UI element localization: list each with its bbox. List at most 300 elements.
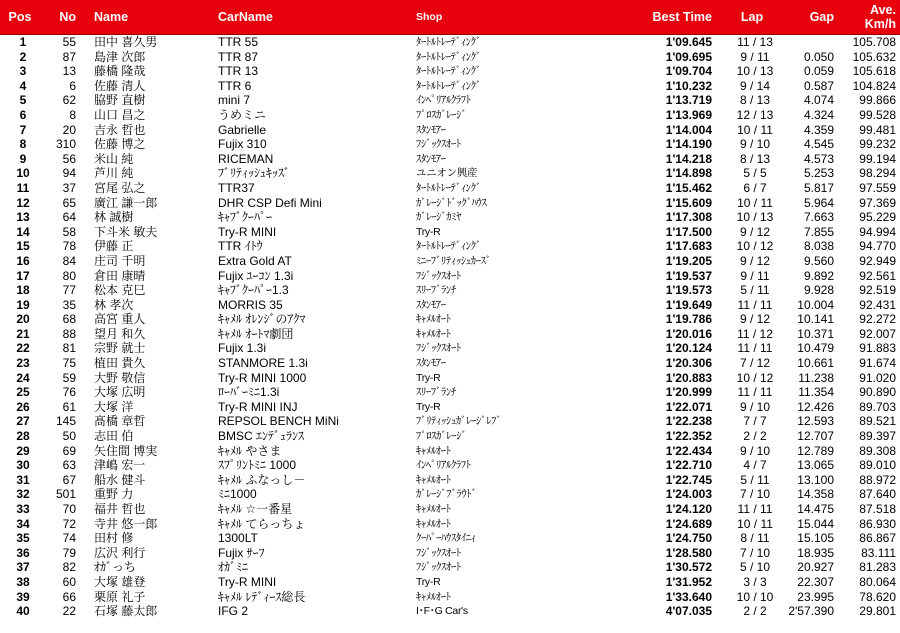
cell-no: 69	[62, 443, 76, 458]
cell-no: 62	[62, 93, 76, 108]
cell-driver-name: 吉永 哲也	[94, 122, 146, 137]
cell-gap: 4.573	[803, 151, 834, 166]
cell-car-name: Extra Gold AT	[218, 253, 292, 268]
cell-gap: 11.238	[798, 370, 834, 385]
cell-shop: ｷｬﾒﾙｵｰﾄ	[416, 444, 451, 457]
cell-driver-name: 林 孝次	[94, 297, 134, 312]
cell-lap: 9 / 10	[739, 399, 771, 414]
cell-pos: 19	[16, 297, 30, 312]
cell-best-time: 1'22.238	[665, 414, 712, 429]
cell-no: 94	[62, 166, 76, 181]
cell-driver-name: 山口 昌之	[94, 107, 146, 122]
cell-pos: 40	[16, 604, 30, 619]
cell-car-name: MORRIS 35	[218, 297, 283, 312]
cell-ave-speed: 99.481	[859, 122, 896, 137]
cell-ave-speed: 80.064	[859, 574, 896, 589]
cell-driver-name: 米山 純	[94, 151, 134, 166]
cell-shop: ｷｬﾒﾙｵｰﾄ	[416, 313, 451, 326]
cell-driver-name: 植田 貴久	[94, 356, 146, 371]
cell-driver-name: 福井 哲也	[94, 502, 146, 516]
cell-car-name: STANMORE 1.3i	[218, 356, 308, 371]
cell-driver-name: 重野 力	[94, 487, 134, 502]
cell-lap: 10 / 12	[736, 239, 774, 254]
cell-shop: ﾀｰﾄﾙﾄﾚｰﾃﾞｨﾝｸﾞ	[416, 79, 481, 92]
table-row	[0, 517, 900, 532]
cell-no: 81	[62, 341, 76, 356]
cell-ave-speed: 98.294	[859, 166, 896, 181]
cell-no: 22	[62, 604, 76, 619]
cell-lap: 10 / 11	[737, 195, 773, 210]
cell-best-time: 1'20.124	[665, 341, 712, 356]
table-row	[0, 414, 900, 429]
cell-lap: 11 / 12	[737, 326, 773, 341]
cell-ave-speed: 91.674	[859, 356, 896, 371]
cell-gap: 12.789	[797, 443, 834, 458]
table-row	[0, 196, 900, 211]
cell-best-time: 1'09.645	[665, 35, 712, 49]
cell-gap: 5.964	[803, 195, 834, 210]
cell-ave-speed: 81.283	[859, 560, 896, 575]
cell-pos: 8	[19, 137, 27, 152]
table-row	[0, 487, 900, 502]
cell-no: 68	[62, 312, 76, 327]
cell-best-time: 1'24.750	[665, 531, 712, 546]
cell-no: 61	[62, 399, 76, 414]
cell-gap: 14.358	[797, 487, 834, 502]
cell-car-name: Try-R MINI INJ	[218, 399, 298, 414]
header-ave-line1: Ave.	[870, 3, 896, 17]
table-row	[0, 502, 900, 517]
cell-shop: ｷｬﾒﾙｵｰﾄ	[416, 517, 451, 530]
cell-gap: 23.995	[797, 589, 834, 604]
cell-pos: 12	[16, 195, 30, 210]
cell-driver-name: 佐藤 清人	[94, 78, 146, 93]
cell-lap: 4 / 7	[743, 458, 767, 473]
cell-lap: 9 / 12	[739, 312, 771, 327]
cell-best-time: 1'14.190	[665, 137, 712, 152]
cell-driver-name: 矢住間 博実	[94, 443, 158, 458]
cell-shop: ユニオン興産	[416, 167, 478, 180]
cell-best-time: 1'15.609	[665, 195, 712, 210]
cell-driver-name: 宮尾 弘之	[94, 180, 146, 195]
cell-ave-speed: 88.972	[859, 472, 896, 487]
cell-driver-name: 広沢 利行	[94, 545, 146, 560]
cell-lap: 11 / 11	[737, 385, 773, 400]
cell-shop: ｽﾀﾝﾓｱｰ	[416, 357, 446, 370]
cell-no: 84	[62, 253, 76, 268]
header-name: Name	[92, 0, 218, 35]
cell-gap: 15.044	[797, 516, 834, 531]
cell-driver-name: 大野 敬信	[94, 370, 146, 385]
cell-ave-speed: 92.519	[859, 283, 896, 298]
cell-pos: 39	[16, 589, 30, 604]
cell-pos: 14	[16, 224, 30, 239]
table-row	[0, 429, 900, 444]
cell-shop: ｽﾀﾝﾓｱｰ	[416, 123, 446, 136]
cell-gap: 0.050	[803, 49, 834, 64]
cell-best-time: 1'19.649	[665, 297, 712, 312]
cell-pos: 28	[16, 429, 30, 444]
table-row	[0, 79, 900, 94]
header-row	[0, 0, 900, 35]
cell-lap: 2 / 2	[743, 604, 767, 619]
cell-best-time: 1'17.500	[665, 224, 712, 239]
table-row	[0, 356, 900, 371]
cell-car-name: TTR ｲﾄｳ	[218, 239, 263, 254]
table-row	[0, 210, 900, 225]
cell-car-name: ｷｬﾒﾙ ｵｰﾄﾏ劇団	[218, 326, 294, 341]
cell-shop: ﾀｰﾄﾙﾄﾚｰﾃﾞｨﾝｸﾞ	[416, 181, 481, 194]
cell-no: 58	[62, 224, 76, 239]
cell-shop: ﾌﾞﾘﾃｨｯｼｭｶﾞﾚｰｼﾞﾚﾌﾞ	[416, 415, 502, 428]
cell-pos: 11	[16, 180, 30, 195]
cell-gap: 9.560	[803, 253, 834, 268]
cell-no: 72	[62, 516, 76, 531]
cell-driver-name: 髙橋 章哲	[94, 414, 146, 429]
cell-ave-speed: 89.703	[859, 399, 896, 414]
table-row	[0, 269, 900, 284]
cell-shop: ｲﾝﾍﾟﾘｱﾙｸﾗﾌﾄ	[416, 459, 471, 472]
table-row	[0, 93, 900, 108]
cell-no: 145	[55, 414, 76, 429]
cell-gap: 10.141	[797, 312, 834, 327]
cell-pos: 9	[19, 151, 27, 166]
cell-car-name: ﾐﾆ1000	[218, 487, 257, 502]
cell-lap: 9 / 11	[740, 268, 770, 283]
table-row	[0, 137, 900, 152]
cell-no: 80	[62, 268, 76, 283]
cell-pos: 6	[19, 107, 27, 122]
cell-no: 87	[62, 49, 76, 64]
cell-driver-name: 津嶋 宏一	[94, 458, 146, 473]
cell-shop: ｽﾘｰﾌﾞﾗﾝﾁ	[416, 386, 456, 399]
cell-lap: 10 / 10	[736, 589, 774, 604]
cell-gap	[788, 35, 838, 50]
cell-no: 82	[62, 560, 76, 575]
cell-gap: 8.038	[803, 239, 834, 254]
cell-driver-name: 大塚 雄登	[94, 574, 146, 589]
cell-gap: 4.545	[803, 137, 834, 152]
cell-shop: ｽﾀﾝﾓｱｰ	[416, 152, 446, 165]
cell-pos: 24	[16, 370, 30, 385]
cell-car-name: Fujix 1.3i	[218, 341, 267, 356]
cell-car-name: DHR CSP Defi Mini	[218, 195, 322, 210]
cell-ave-speed: 99.528	[859, 107, 896, 122]
cell-ave-speed: 104.824	[852, 78, 896, 93]
cell-car-name: ｷｬﾌﾞｸｰﾊﾟｰ	[218, 210, 273, 225]
cell-lap: 11 / 11	[737, 341, 773, 356]
cell-best-time: 1'22.710	[665, 458, 712, 473]
cell-pos: 17	[16, 268, 30, 283]
cell-lap: 10 / 13	[736, 210, 774, 225]
cell-best-time: 1'17.683	[665, 239, 712, 254]
cell-car-name: Fujix ｻｰﾌ	[218, 545, 265, 560]
cell-driver-name: 林 誠樹	[94, 210, 134, 225]
cell-car-name: ﾛｰﾊﾞｰﾐﾆ1.3i	[218, 385, 280, 400]
cell-best-time: 1'19.573	[665, 283, 712, 298]
cell-best-time: 1'19.205	[665, 253, 712, 268]
cell-shop: ｷｬﾒﾙｵｰﾄ	[416, 590, 451, 603]
cell-gap: 10.661	[797, 356, 834, 371]
cell-ave-speed: 92.272	[859, 312, 896, 327]
table-row	[0, 298, 900, 313]
cell-no: 76	[62, 385, 76, 400]
cell-car-name: ｷｬﾒﾙ やさま	[218, 443, 282, 458]
cell-car-name: ｷｬﾒﾙ ｵﾚﾝｼﾞのｱｸﾏ	[218, 312, 306, 327]
table-row	[0, 400, 900, 415]
cell-shop: ﾀｰﾄﾙﾄﾚｰﾃﾞｨﾝｸﾞ	[416, 65, 481, 78]
cell-lap: 7 / 10	[739, 487, 771, 502]
cell-driver-name: 田中 喜久男	[94, 35, 158, 49]
cell-pos: 23	[16, 356, 30, 371]
cell-best-time: 1'19.537	[665, 268, 712, 283]
table-row	[0, 312, 900, 327]
cell-best-time: 1'33.640	[665, 589, 712, 604]
cell-gap: 9.928	[803, 283, 834, 298]
cell-best-time: 1'13.719	[665, 93, 712, 108]
cell-lap: 9 / 10	[739, 137, 771, 152]
cell-gap: 11.354	[798, 385, 834, 400]
cell-lap: 3 / 3	[743, 574, 767, 589]
cell-car-name: ｷｬﾒﾙ ﾚﾃﾞｨｰｽ総長	[218, 589, 306, 604]
cell-ave-speed: 105.632	[852, 49, 896, 64]
cell-ave-speed: 91.883	[859, 341, 896, 356]
cell-pos: 22	[16, 341, 30, 356]
cell-no: 78	[62, 239, 76, 254]
cell-pos: 4	[19, 78, 27, 93]
table-row	[0, 473, 900, 488]
cell-pos: 33	[16, 502, 30, 516]
cell-best-time: 1'14.004	[665, 122, 712, 137]
cell-car-name: 1300LT	[218, 531, 258, 546]
cell-no: 66	[62, 589, 76, 604]
cell-lap: 10 / 11	[737, 122, 773, 137]
cell-no: 64	[62, 210, 76, 225]
cell-pos: 15	[16, 239, 30, 254]
cell-ave-speed: 95.229	[859, 210, 896, 225]
cell-best-time: 1'13.969	[665, 107, 712, 122]
cell-pos: 1	[19, 35, 27, 49]
cell-pos: 31	[16, 472, 30, 487]
cell-shop: ｲﾝﾍﾟﾘｱﾙｸﾗﾌﾄ	[416, 94, 471, 107]
cell-driver-name: ｵｶﾞっち	[94, 560, 137, 575]
table-row	[0, 458, 900, 473]
cell-gap: 5.253	[803, 166, 834, 181]
cell-pos: 13	[16, 210, 30, 225]
cell-driver-name: 下斗米 敏夫	[94, 224, 158, 239]
cell-driver-name: 石塚 藤太郎	[94, 604, 158, 619]
cell-pos: 38	[16, 574, 30, 589]
header-carname: CarName	[218, 0, 416, 35]
cell-lap: 12 / 13	[736, 107, 774, 122]
cell-shop: ｽﾘｰﾌﾞﾗﾝﾁ	[416, 284, 456, 297]
cell-car-name: TTR 13	[218, 64, 259, 79]
cell-car-name: Try-R MINI	[218, 574, 277, 589]
cell-shop: ﾀｰﾄﾙﾄﾚｰﾃﾞｨﾝｸﾞ	[416, 240, 481, 253]
cell-gap: 0.059	[803, 64, 834, 79]
cell-driver-name: 島津 次郎	[94, 49, 146, 64]
cell-shop: ｶﾞﾚｰｼﾞﾌﾞﾗｳﾄﾞ	[416, 488, 477, 501]
cell-shop: ｷｬﾒﾙｵｰﾄ	[416, 327, 451, 340]
cell-shop: ﾌｼﾞｯｸｽｵｰﾄ	[416, 546, 461, 559]
cell-best-time: 4'07.035	[665, 604, 712, 619]
cell-ave-speed: 89.521	[859, 414, 896, 429]
header-best-time: Best Time	[606, 0, 722, 35]
cell-pos: 35	[16, 531, 30, 546]
cell-ave-speed: 105.618	[852, 64, 896, 79]
cell-car-name: ｷｬﾒﾙ ☆一番星	[218, 502, 293, 516]
cell-lap: 9 / 10	[739, 443, 771, 458]
cell-gap: 20.927	[797, 560, 834, 575]
cell-best-time: 1'14.218	[665, 151, 712, 166]
cell-no: 56	[62, 151, 76, 166]
header-lap: Lap	[722, 0, 788, 35]
cell-shop: ﾌｼﾞｯｸｽｵｰﾄ	[416, 269, 461, 282]
cell-lap: 11 / 11	[737, 502, 773, 516]
cell-driver-name: 志田 伯	[94, 429, 134, 444]
cell-driver-name: 大塚 広明	[94, 385, 146, 400]
cell-gap: 15.105	[797, 531, 834, 546]
cell-gap: 4.074	[803, 93, 834, 108]
cell-car-name: Fujix 310	[218, 137, 267, 152]
cell-ave-speed: 92.431	[859, 297, 896, 312]
cell-lap: 11 / 13	[737, 35, 773, 49]
table-row	[0, 283, 900, 298]
cell-no: 310	[55, 137, 76, 152]
cell-gap: 14.475	[797, 502, 834, 516]
cell-driver-name: 藤橋 隆哉	[94, 64, 146, 79]
cell-pos: 16	[16, 253, 30, 268]
cell-no: 50	[62, 429, 76, 444]
cell-gap: 7.663	[803, 210, 834, 225]
cell-no: 37	[62, 180, 76, 195]
cell-car-name: TTR37	[218, 180, 255, 195]
cell-ave-speed: 89.010	[859, 458, 896, 473]
header-ave	[838, 0, 900, 35]
cell-lap: 9 / 12	[739, 224, 771, 239]
cell-driver-name: 宗野 就士	[94, 341, 146, 356]
cell-car-name: Fujix ﾕｰｺﾝ 1.3i	[218, 268, 294, 283]
cell-gap: 13.065	[797, 458, 834, 473]
table-row	[0, 50, 900, 65]
cell-lap: 8 / 13	[739, 151, 771, 166]
cell-car-name: TTR 87	[218, 49, 259, 64]
header-ave-line2: Km/h	[864, 17, 896, 31]
cell-no: 88	[62, 326, 76, 341]
cell-ave-speed: 90.890	[859, 385, 896, 400]
cell-no: 20	[62, 122, 76, 137]
table-row	[0, 225, 900, 240]
table-row	[0, 327, 900, 342]
table-row	[0, 560, 900, 575]
cell-no: 35	[62, 297, 76, 312]
cell-ave-speed: 105.708	[852, 35, 896, 49]
cell-gap: 4.324	[803, 107, 834, 122]
cell-no: 8	[69, 107, 76, 122]
cell-no: 59	[62, 370, 76, 385]
cell-car-name: TTR 55	[218, 35, 259, 49]
cell-driver-name: 寺井 悠一郎	[94, 516, 158, 531]
cell-pos: 18	[16, 283, 30, 298]
table-row	[0, 64, 900, 79]
cell-shop: Try-R	[416, 371, 441, 384]
results-body	[0, 35, 900, 619]
cell-driver-name: 脇野 直樹	[94, 93, 146, 108]
cell-gap: 9.892	[803, 268, 834, 283]
cell-driver-name: 大塚 洋	[94, 399, 134, 414]
header-gap: Gap	[788, 0, 838, 35]
cell-no: 79	[62, 545, 76, 560]
cell-driver-name: 望月 和久	[94, 326, 146, 341]
cell-shop: ﾌﾟﾛｽｶﾞﾚｰｼﾞ	[416, 108, 467, 121]
cell-lap: 5 / 11	[740, 472, 770, 487]
cell-pos: 20	[16, 312, 30, 327]
table-row	[0, 444, 900, 459]
cell-driver-name: 高宮 重人	[94, 312, 146, 327]
cell-best-time: 1'24.120	[665, 502, 712, 516]
cell-lap: 11 / 11	[737, 297, 773, 312]
cell-pos: 3	[19, 64, 27, 79]
cell-ave-speed: 92.007	[859, 326, 896, 341]
cell-best-time: 1'09.704	[665, 64, 712, 79]
cell-car-name: ｷｬﾌﾞｸｰﾊﾟｰ1.3	[218, 283, 289, 298]
cell-ave-speed: 87.640	[859, 487, 896, 502]
cell-lap: 7 / 12	[739, 356, 771, 371]
cell-gap: 13.100	[797, 472, 834, 487]
cell-shop: ﾀｰﾄﾙﾄﾚｰﾃﾞｨﾝｸﾞ	[416, 36, 481, 48]
cell-best-time: 1'22.352	[665, 429, 712, 444]
cell-pos: 27	[16, 414, 30, 429]
cell-lap: 7 / 10	[739, 545, 771, 560]
cell-car-name: BMSC ｴﾝﾃﾞｭﾗﾝｽ	[218, 429, 305, 444]
cell-shop: ﾌﾟﾛｽｶﾞﾚｰｼﾞ	[416, 430, 467, 443]
cell-lap: 9 / 12	[739, 253, 771, 268]
table-row	[0, 575, 900, 590]
cell-lap: 6 / 7	[743, 180, 767, 195]
cell-shop: ｷｬﾒﾙｵｰﾄ	[416, 473, 451, 486]
table-row	[0, 385, 900, 400]
cell-ave-speed: 86.930	[859, 516, 896, 531]
cell-car-name: mini 7	[218, 93, 251, 108]
cell-ave-speed: 89.308	[859, 443, 896, 458]
cell-driver-name: 庄司 千明	[94, 253, 146, 268]
cell-shop: ｸｰﾊﾟｰﾊｳｽﾀｲﾆｨ	[416, 532, 476, 545]
cell-car-name: ｷｬﾒﾙ てらっちょ	[218, 516, 306, 531]
cell-shop: ﾀｰﾄﾙﾄﾚｰﾃﾞｨﾝｸﾞ	[416, 50, 481, 63]
cell-gap: 12.426	[797, 399, 834, 414]
cell-lap: 5 / 10	[739, 560, 771, 575]
cell-gap: 12.707	[797, 429, 834, 444]
cell-no: 60	[62, 574, 76, 589]
cell-best-time: 1'20.306	[665, 356, 712, 371]
cell-shop: ﾌｼﾞｯｸｽｵｰﾄ	[416, 561, 461, 574]
cell-lap: 8 / 13	[739, 93, 771, 108]
table-row	[0, 546, 900, 561]
cell-car-name: ｽﾌﾟﾘﾝﾄﾐﾆ 1000	[218, 458, 297, 473]
cell-shop: I･F･G Car's	[416, 605, 468, 618]
cell-gap: 0.587	[803, 78, 834, 93]
cell-no: 63	[62, 458, 76, 473]
cell-gap: 22.307	[797, 574, 834, 589]
cell-gap: 2'57.390	[788, 604, 834, 619]
cell-no: 13	[62, 64, 76, 79]
cell-gap: 10.371	[797, 326, 834, 341]
cell-ave-speed: 97.559	[859, 180, 896, 195]
cell-lap: 7 / 7	[743, 414, 767, 429]
cell-shop: ﾌｼﾞｯｸｽｵｰﾄ	[416, 138, 461, 151]
cell-pos: 5	[19, 93, 27, 108]
cell-ave-speed: 99.866	[859, 93, 896, 108]
